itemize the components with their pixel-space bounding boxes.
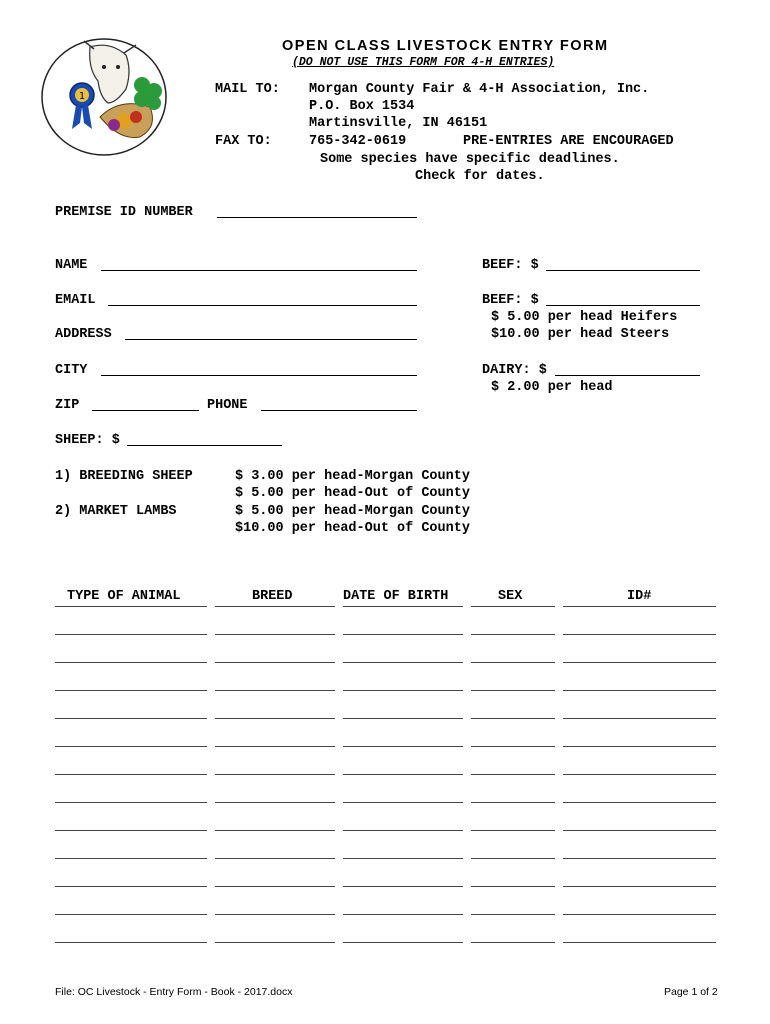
table-row-line[interactable] <box>343 690 463 691</box>
table-row-line[interactable] <box>343 774 463 775</box>
table-row-line[interactable] <box>55 802 207 803</box>
fax-number: 765-342-0619 <box>309 134 407 149</box>
email-field[interactable] <box>108 293 417 306</box>
col-header-type: TYPE OF ANIMAL <box>67 589 181 604</box>
table-row-line[interactable] <box>215 690 335 691</box>
table-row-line[interactable] <box>55 662 207 663</box>
zip-field[interactable] <box>92 398 199 411</box>
table-row-line[interactable] <box>471 830 555 831</box>
table-row-line[interactable] <box>343 914 463 915</box>
table-row-line[interactable] <box>563 886 716 887</box>
table-row-line[interactable] <box>215 718 335 719</box>
table-row-line[interactable] <box>471 802 555 803</box>
form-title: OPEN CLASS LIVESTOCK ENTRY FORM <box>282 38 609 54</box>
table-header-rule <box>471 606 555 607</box>
breeding-sheep-label: 1) BREEDING SHEEP <box>55 469 193 484</box>
table-row-line[interactable] <box>55 886 207 887</box>
email-label: EMAIL <box>55 293 96 308</box>
deadline-note: Some species have specific deadlines. <box>320 152 620 167</box>
name-field[interactable] <box>101 258 417 271</box>
table-row-line[interactable] <box>471 942 555 943</box>
table-row-line[interactable] <box>471 718 555 719</box>
table-row-line[interactable] <box>55 746 207 747</box>
table-row-line[interactable] <box>215 830 335 831</box>
beef-fee-field-1[interactable] <box>546 258 700 271</box>
table-header-rule <box>563 606 716 607</box>
fax-to-label: FAX TO: <box>215 134 272 149</box>
table-row-line[interactable] <box>343 886 463 887</box>
table-row-line[interactable] <box>215 914 335 915</box>
table-row-line[interactable] <box>563 634 716 635</box>
table-row-line[interactable] <box>55 718 207 719</box>
form-subtitle: (DO NOT USE THIS FORM FOR 4-H ENTRIES) <box>292 56 555 69</box>
table-row-line[interactable] <box>55 830 207 831</box>
table-header-rule <box>55 606 207 607</box>
table-row-line[interactable] <box>215 942 335 943</box>
phone-label: PHONE <box>207 398 248 413</box>
col-header-breed: BREED <box>252 589 293 604</box>
city-label: CITY <box>55 363 88 378</box>
table-row-line[interactable] <box>471 914 555 915</box>
table-row-line[interactable] <box>343 942 463 943</box>
table-row-line[interactable] <box>471 774 555 775</box>
pre-entries-note: PRE-ENTRIES ARE ENCOURAGED <box>463 134 674 149</box>
table-row-line[interactable] <box>55 634 207 635</box>
table-row-line[interactable] <box>343 634 463 635</box>
table-row-line[interactable] <box>215 858 335 859</box>
beef-fee-label-2: BEEF: $ <box>482 293 539 308</box>
address-label: ADDRESS <box>55 327 112 342</box>
table-row-line[interactable] <box>215 634 335 635</box>
table-row-line[interactable] <box>343 718 463 719</box>
mail-to-label: MAIL TO: <box>215 82 280 97</box>
svg-text:1: 1 <box>78 91 86 102</box>
table-row-line[interactable] <box>563 718 716 719</box>
sheep-fee-label: SHEEP: $ <box>55 433 120 448</box>
sheep-rate: $ 3.00 per head-Morgan County <box>235 469 470 484</box>
premise-id-label: PREMISE ID NUMBER <box>55 205 193 220</box>
table-row-line[interactable] <box>563 746 716 747</box>
beef-fee-label-1: BEEF: $ <box>482 258 539 273</box>
table-row-line[interactable] <box>471 690 555 691</box>
table-row-line[interactable] <box>343 858 463 859</box>
beef-fee-field-2[interactable] <box>546 293 700 306</box>
table-header-rule <box>343 606 463 607</box>
col-header-id: ID# <box>627 589 652 604</box>
table-row-line[interactable] <box>343 746 463 747</box>
table-row-line[interactable] <box>343 662 463 663</box>
table-row-line[interactable] <box>215 886 335 887</box>
footer-page: Page 1 of 2 <box>664 986 718 998</box>
table-row-line[interactable] <box>471 746 555 747</box>
table-row-line[interactable] <box>55 774 207 775</box>
table-row-line[interactable] <box>471 886 555 887</box>
sheep-fee-field[interactable] <box>127 433 282 446</box>
dairy-fee-label: DAIRY: $ <box>482 363 547 378</box>
table-row-line[interactable] <box>215 774 335 775</box>
table-row-line[interactable] <box>55 858 207 859</box>
steers-rate: $10.00 per head Steers <box>491 327 670 342</box>
footer-file: File: OC Livestock - Entry Form - Book - 2017.docx <box>55 986 293 998</box>
table-row-line[interactable] <box>471 858 555 859</box>
sheep-rate: $ 5.00 per head-Out of County <box>235 486 470 501</box>
heifers-rate: $ 5.00 per head Heifers <box>491 310 678 325</box>
city-field[interactable] <box>101 363 417 376</box>
table-row-line[interactable] <box>343 830 463 831</box>
name-label: NAME <box>55 258 88 273</box>
table-row-line[interactable] <box>471 662 555 663</box>
dairy-fee-field[interactable] <box>555 363 700 376</box>
col-header-sex: SEX <box>498 589 523 604</box>
table-row-line[interactable] <box>563 802 716 803</box>
table-row-line[interactable] <box>215 662 335 663</box>
fair-logo-icon <box>40 37 168 157</box>
table-row-line[interactable] <box>55 690 207 691</box>
table-row-line[interactable] <box>471 634 555 635</box>
table-row-line[interactable] <box>563 858 716 859</box>
market-lambs-label: 2) MARKET LAMBS <box>55 504 177 519</box>
dairy-rate: $ 2.00 per head <box>491 380 613 395</box>
table-row-line[interactable] <box>55 942 207 943</box>
table-row-line[interactable] <box>563 942 716 943</box>
col-header-dob: DATE OF BIRTH <box>343 589 449 604</box>
premise-id-field[interactable] <box>217 205 417 218</box>
table-row-line[interactable] <box>563 914 716 915</box>
table-row-line[interactable] <box>343 802 463 803</box>
table-row-line[interactable] <box>215 802 335 803</box>
table-row-line[interactable] <box>215 746 335 747</box>
zip-label: ZIP <box>55 398 80 413</box>
mail-address-line-1: Morgan County Fair & 4-H Association, Inc. <box>309 82 650 97</box>
sheep-rate: $ 5.00 per head-Morgan County <box>235 504 470 519</box>
address-field[interactable] <box>125 327 417 340</box>
table-header-rule <box>215 606 335 607</box>
sheep-rate: $10.00 per head-Out of County <box>235 521 470 536</box>
table-row-line[interactable] <box>563 690 716 691</box>
table-row-line[interactable] <box>55 914 207 915</box>
check-dates-note: Check for dates. <box>415 169 545 184</box>
mail-address-line-2: P.O. Box 1534 <box>309 99 415 114</box>
table-row-line[interactable] <box>563 662 716 663</box>
phone-field[interactable] <box>261 398 417 411</box>
table-row-line[interactable] <box>563 830 716 831</box>
table-row-line[interactable] <box>563 774 716 775</box>
mail-address-line-3: Martinsville, IN 46151 <box>309 116 488 131</box>
